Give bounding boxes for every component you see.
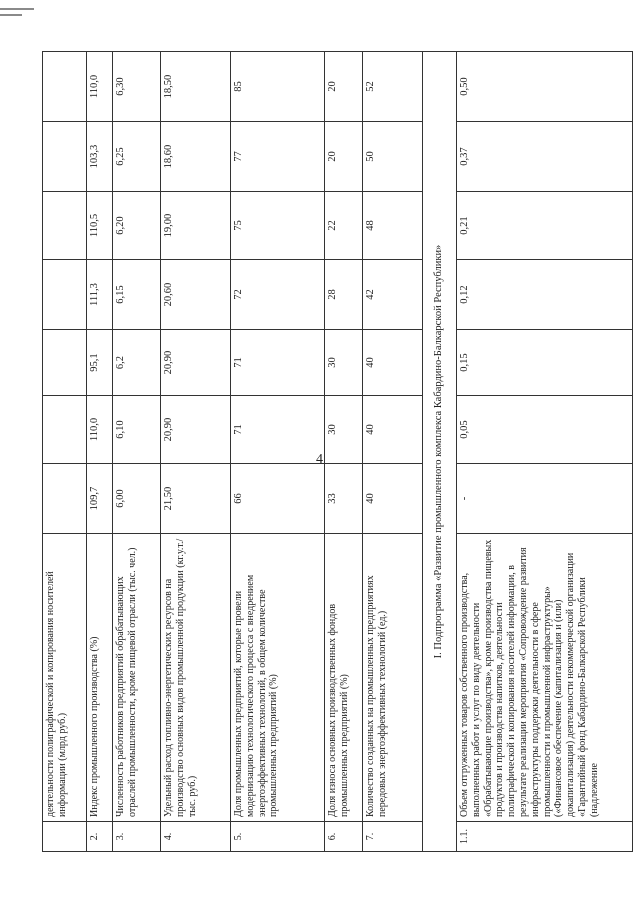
indicator-name: Индекс промышленного производства (%) [87, 534, 113, 822]
value-cell [43, 122, 87, 192]
value-cell: 33 [325, 464, 363, 534]
value-cell: 75 [231, 192, 325, 260]
value-cell: 6,20 [113, 192, 161, 260]
value-cell: 40 [363, 464, 423, 534]
value-cell: 30 [325, 330, 363, 396]
value-cell: - [457, 464, 633, 534]
value-cell: 0,50 [457, 52, 633, 122]
table-row [161, 52, 231, 852]
value-cell: 20 [325, 52, 363, 122]
value-cell: 0,37 [457, 122, 633, 192]
value-cell: 110,0 [87, 396, 113, 464]
indicator-name: деятельности полиграфической и копирования носителей информации (млрд руб.) [43, 534, 87, 822]
value-cell: 20,60 [161, 260, 231, 330]
row-number: 6. [325, 822, 363, 852]
value-cell: 71 [231, 396, 325, 464]
value-cell: 18,60 [161, 122, 231, 192]
table-row [87, 52, 113, 852]
value-cell [43, 192, 87, 260]
table-body [43, 52, 633, 852]
value-cell: 28 [325, 260, 363, 330]
value-cell: 71 [231, 330, 325, 396]
value-cell: 0,15 [457, 330, 633, 396]
value-cell: 6,30 [113, 52, 161, 122]
row-number: 4. [161, 822, 231, 852]
indicator-name: Численность работников предприятий обрабатывающих отраслей промышленности, кроме пищевой отрасли (тыс. чел.) [113, 534, 161, 822]
value-cell [43, 396, 87, 464]
value-cell: 6,2 [113, 330, 161, 396]
value-cell: 77 [231, 122, 325, 192]
page-number: 4 [316, 452, 323, 467]
value-cell: 18,50 [161, 52, 231, 122]
subprogram-row [423, 52, 457, 852]
value-cell [43, 260, 87, 330]
value-cell: 30 [325, 396, 363, 464]
value-cell: 20,90 [161, 396, 231, 464]
indicator-name: Доля промышленных предприятий, которые провели модернизацию технологического процесса с внедрением энергоэффективных технологий, в общем количестве промышленных предприятий (%) [231, 534, 325, 822]
value-cell: 103,3 [87, 122, 113, 192]
table-row [113, 52, 161, 852]
value-cell: 20,90 [161, 330, 231, 396]
indicator-name: Объем отгруженных товаров собственного производства, выполненных работ и услуг по виду деятельности «Обрабатывающие производства», кроме производства пищевых продуктов и производства напитков, деятельности полиграфической и копирования носителей информации, в результате реализации мероприятия «Сопровождение развития инфраструктуры поддержки деятельности в сфере промышленности и промышленной инфраструктуры» («Финансовое обеспечение (капитализация и (или) докапитализация) деятельности некоммерческой организации «Гарантийный фонд Кабардино-Балкарской Республики (надлежение [457, 534, 633, 822]
value-cell: 40 [363, 396, 423, 464]
value-cell: 110,0 [87, 52, 113, 122]
scan-edge-mark [0, 8, 34, 10]
row-number: 3. [113, 822, 161, 852]
value-cell: 0,05 [457, 396, 633, 464]
value-cell: 85 [231, 52, 325, 122]
value-cell: 40 [363, 330, 423, 396]
value-cell: 6,00 [113, 464, 161, 534]
value-cell [43, 464, 87, 534]
value-cell: 95,1 [87, 330, 113, 396]
value-cell [43, 330, 87, 396]
value-cell: 19,00 [161, 192, 231, 260]
value-cell: 50 [363, 122, 423, 192]
value-cell: 22 [325, 192, 363, 260]
table-row [43, 52, 87, 852]
table-row [457, 52, 633, 852]
indicator-name: Доля износа основных производственных фондов промышленных предприятий (%) [325, 534, 363, 822]
value-cell: 110,5 [87, 192, 113, 260]
indicators-table [42, 51, 633, 852]
rotated-table-container [42, 52, 600, 852]
row-number: 2. [87, 822, 113, 852]
indicator-name: Удельный расход топливно-энергетических ресурсов на производство основных видов промышленной продукции (кг.у.т./тыс. руб.) [161, 534, 231, 822]
value-cell: 6,10 [113, 396, 161, 464]
row-number: 1.1. [457, 822, 633, 852]
value-cell: 72 [231, 260, 325, 330]
scan-edge-mark [0, 14, 22, 16]
value-cell: 66 [231, 464, 325, 534]
value-cell: 48 [363, 192, 423, 260]
value-cell: 6,25 [113, 122, 161, 192]
value-cell: 6,15 [113, 260, 161, 330]
table-row [325, 52, 363, 852]
table-row [231, 52, 325, 852]
row-number [43, 822, 87, 852]
row-number: 5. [231, 822, 325, 852]
value-cell: 52 [363, 52, 423, 122]
value-cell: 111,3 [87, 260, 113, 330]
value-cell: 109,7 [87, 464, 113, 534]
value-cell: 0,21 [457, 192, 633, 260]
value-cell: 42 [363, 260, 423, 330]
row-number: 7. [363, 822, 423, 852]
subprogram-title: I. Подпрограмма «Развитие промышленного комплекса Кабардино-Балкарской Республики» [423, 52, 457, 852]
value-cell [43, 52, 87, 122]
table-row [363, 52, 423, 852]
value-cell: 0,12 [457, 260, 633, 330]
indicator-name: Количество созданных на промышленных предприятиях передовых энергоэффективных технологий (ед.) [363, 534, 423, 822]
value-cell: 21,50 [161, 464, 231, 534]
value-cell: 20 [325, 122, 363, 192]
